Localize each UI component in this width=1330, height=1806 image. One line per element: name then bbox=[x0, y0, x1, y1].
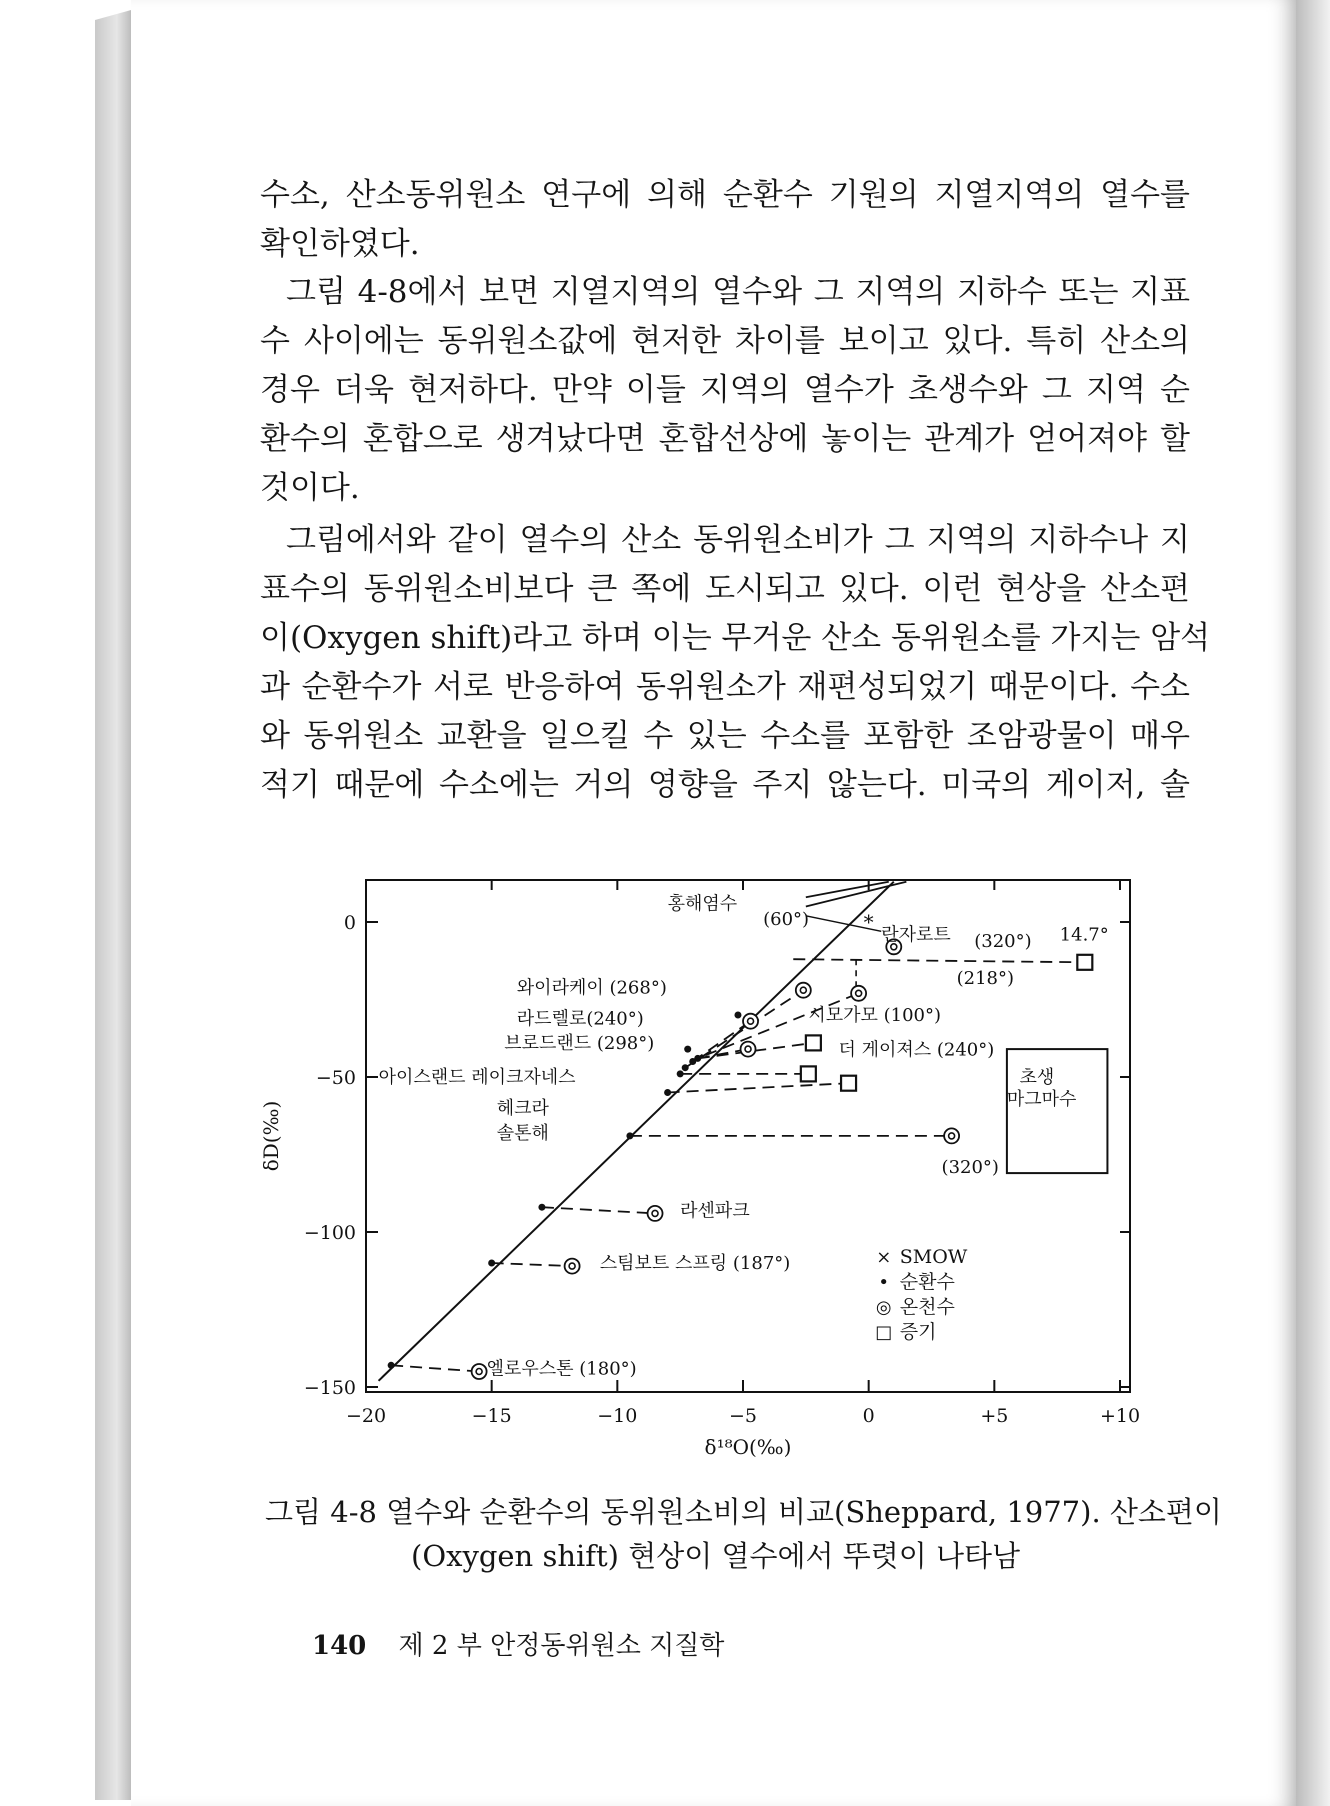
x-axis-label: δ¹⁸O(‰) bbox=[704, 1435, 792, 1459]
hot-spring-point bbox=[796, 983, 811, 998]
text-line: 과 순환수가 서로 반응하여 동위원소가 재편성되었기 때문이다. 수소 bbox=[260, 669, 1190, 705]
steam-point bbox=[841, 1076, 856, 1091]
annotation-label: 와이라케이 (268°) bbox=[516, 977, 667, 999]
text-line: 수소, 산소동위원소 연구에 의해 순환수 기원의 지열지역의 열수를 bbox=[260, 177, 1190, 213]
meteoric-water-point bbox=[488, 1260, 495, 1267]
meteoric-water-line bbox=[379, 882, 894, 1381]
legend-marker: □ bbox=[875, 1322, 893, 1343]
steam-point bbox=[1077, 955, 1092, 970]
x-tick-label: 0 bbox=[862, 1405, 875, 1427]
hot-spring-point bbox=[741, 1042, 756, 1057]
annotation-label: 더 게이져스 (240°) bbox=[838, 1039, 995, 1061]
y-tick-label: −100 bbox=[303, 1222, 356, 1244]
annotation-label: 헤크라 bbox=[496, 1098, 549, 1120]
hot-spring-point bbox=[851, 986, 866, 1001]
x-tick-label: −20 bbox=[345, 1405, 387, 1427]
chart-legend bbox=[875, 1246, 968, 1343]
annotation-label: 홍해염수 bbox=[667, 893, 738, 915]
hot-spring-point bbox=[472, 1364, 487, 1379]
legend-label: 증기 bbox=[899, 1321, 937, 1343]
page-footer bbox=[312, 1625, 724, 1662]
mixing-link bbox=[668, 1083, 849, 1092]
chart-annotations bbox=[379, 893, 1109, 1380]
meteoric-water-point bbox=[626, 1132, 633, 1139]
text-line: 이(Oxygen shift)라고 하며 이는 무거운 산소 동위원소를 가지는 암석 bbox=[260, 620, 1211, 656]
text-line: 표수의 동위원소비보다 큰 쪽에 도시되고 있다. 이런 현상을 산소편 bbox=[260, 571, 1190, 607]
chart-axes bbox=[259, 880, 1140, 1459]
annotation-label: (320°) bbox=[941, 1157, 999, 1179]
text-line: 수 사이에는 동위원소값에 현저한 차이를 보이고 있다. 특히 산소의 bbox=[260, 323, 1190, 359]
x-tick-label: −15 bbox=[471, 1405, 512, 1427]
text-line: 와 동위원소 교환을 일으킬 수 있는 수소를 포함한 조암광물이 매우 bbox=[260, 718, 1190, 754]
annotation-label: 브로드랜드 (298°) bbox=[504, 1033, 655, 1055]
meteoric-water-point bbox=[694, 1055, 701, 1062]
annotation-label: 엘로우스톤 (180°) bbox=[486, 1358, 637, 1380]
x-tick-label: +5 bbox=[980, 1405, 1009, 1427]
hot-spring-point bbox=[648, 1206, 663, 1221]
annotation-label: 스팀보트 스프링 (187°) bbox=[599, 1253, 791, 1275]
text-line: 환수의 혼합으로 생겨났다면 혼합선상에 놓이는 관계가 얻어져야 할 bbox=[260, 421, 1190, 457]
mixing-link bbox=[793, 959, 1085, 962]
section-title: 제 2 부 안정동위원소 지질학 bbox=[398, 1631, 725, 1661]
text-line: 것이다. bbox=[260, 470, 360, 506]
hot-spring-point bbox=[944, 1128, 959, 1143]
x-tick-label: −10 bbox=[597, 1405, 638, 1427]
annotation-label: 라센파크 bbox=[680, 1200, 750, 1222]
legend-marker: ◎ bbox=[875, 1297, 892, 1318]
x-tick-label: −5 bbox=[728, 1405, 758, 1427]
text-line: 그림 4-8에서 보면 지열지역의 열수와 그 지역의 지하수 또는 지표 bbox=[286, 274, 1190, 310]
y-tick-label: −150 bbox=[303, 1377, 356, 1399]
y-tick-label: −50 bbox=[315, 1067, 356, 1089]
x-tick-label: +10 bbox=[1099, 1405, 1141, 1427]
steam-point bbox=[801, 1066, 816, 1081]
meteoric-water-point bbox=[388, 1362, 395, 1369]
legend-marker: • bbox=[878, 1272, 890, 1293]
y-tick-label: 0 bbox=[343, 912, 356, 934]
meteoric-water-point bbox=[734, 1012, 741, 1019]
meteoric-water-point bbox=[664, 1089, 671, 1096]
mixing-link bbox=[391, 1365, 479, 1371]
mixing-link bbox=[492, 1263, 572, 1266]
meteoric-water-point bbox=[538, 1204, 545, 1211]
meteoric-water-point bbox=[684, 1046, 691, 1053]
meteoric-water-point bbox=[682, 1064, 689, 1071]
annotation-label: (320°) bbox=[974, 930, 1032, 952]
meteoric-water-point bbox=[677, 1070, 684, 1077]
hot-spring-point bbox=[743, 1014, 758, 1029]
text-line: 경우 더욱 현저하다. 만약 이들 지역의 열수가 초생수와 그 지역 순 bbox=[260, 372, 1190, 408]
annotation-label: 마그마수 bbox=[1006, 1088, 1077, 1110]
annotation-label: 란자로트 bbox=[881, 924, 951, 946]
legend-label: 순환수 bbox=[899, 1271, 955, 1293]
annotation-label: 14.7° bbox=[1059, 924, 1109, 946]
text-line: 확인하였다. bbox=[260, 226, 420, 262]
annotation-label: (60°) bbox=[763, 909, 810, 931]
smow-point: * bbox=[863, 910, 874, 934]
y-axis-label: δD(‰) bbox=[259, 1100, 283, 1172]
legend-label: SMOW bbox=[899, 1246, 968, 1268]
caption-line-2: (Oxygen shift) 현상이 열수에서 뚜렷이 나타남 bbox=[411, 1539, 1021, 1573]
text-line: 그림에서와 같이 열수의 산소 동위원소비가 그 지역의 지하수나 지 bbox=[286, 522, 1190, 558]
text-line: 적기 때문에 수소에는 거의 영향을 주지 않는다. 미국의 게이저, 솔 bbox=[260, 767, 1190, 803]
annotation-label: (218°) bbox=[956, 968, 1015, 989]
mixing-link bbox=[542, 1207, 655, 1213]
legend-marker: × bbox=[876, 1247, 892, 1268]
annotation-label: 라드렐로(240°) bbox=[516, 1008, 644, 1030]
page-number: 140 bbox=[312, 1631, 367, 1661]
figure-caption bbox=[265, 1490, 1222, 1578]
annotation-label: 시모가모 (100°) bbox=[808, 1005, 942, 1027]
caption-line-1: 그림 4-8 열수와 순환수의 동위원소비의 비교(Sheppard, 1977). 산소편이 bbox=[265, 1495, 1222, 1529]
legend-label: 온천수 bbox=[899, 1296, 955, 1318]
hot-spring-point bbox=[565, 1259, 580, 1274]
annotation-label: 초생 bbox=[1019, 1067, 1055, 1089]
steam-point bbox=[806, 1035, 821, 1050]
annotation-label: 아이스랜드 레이크자네스 bbox=[378, 1067, 576, 1089]
annotation-label: 솔톤해 bbox=[496, 1123, 549, 1144]
